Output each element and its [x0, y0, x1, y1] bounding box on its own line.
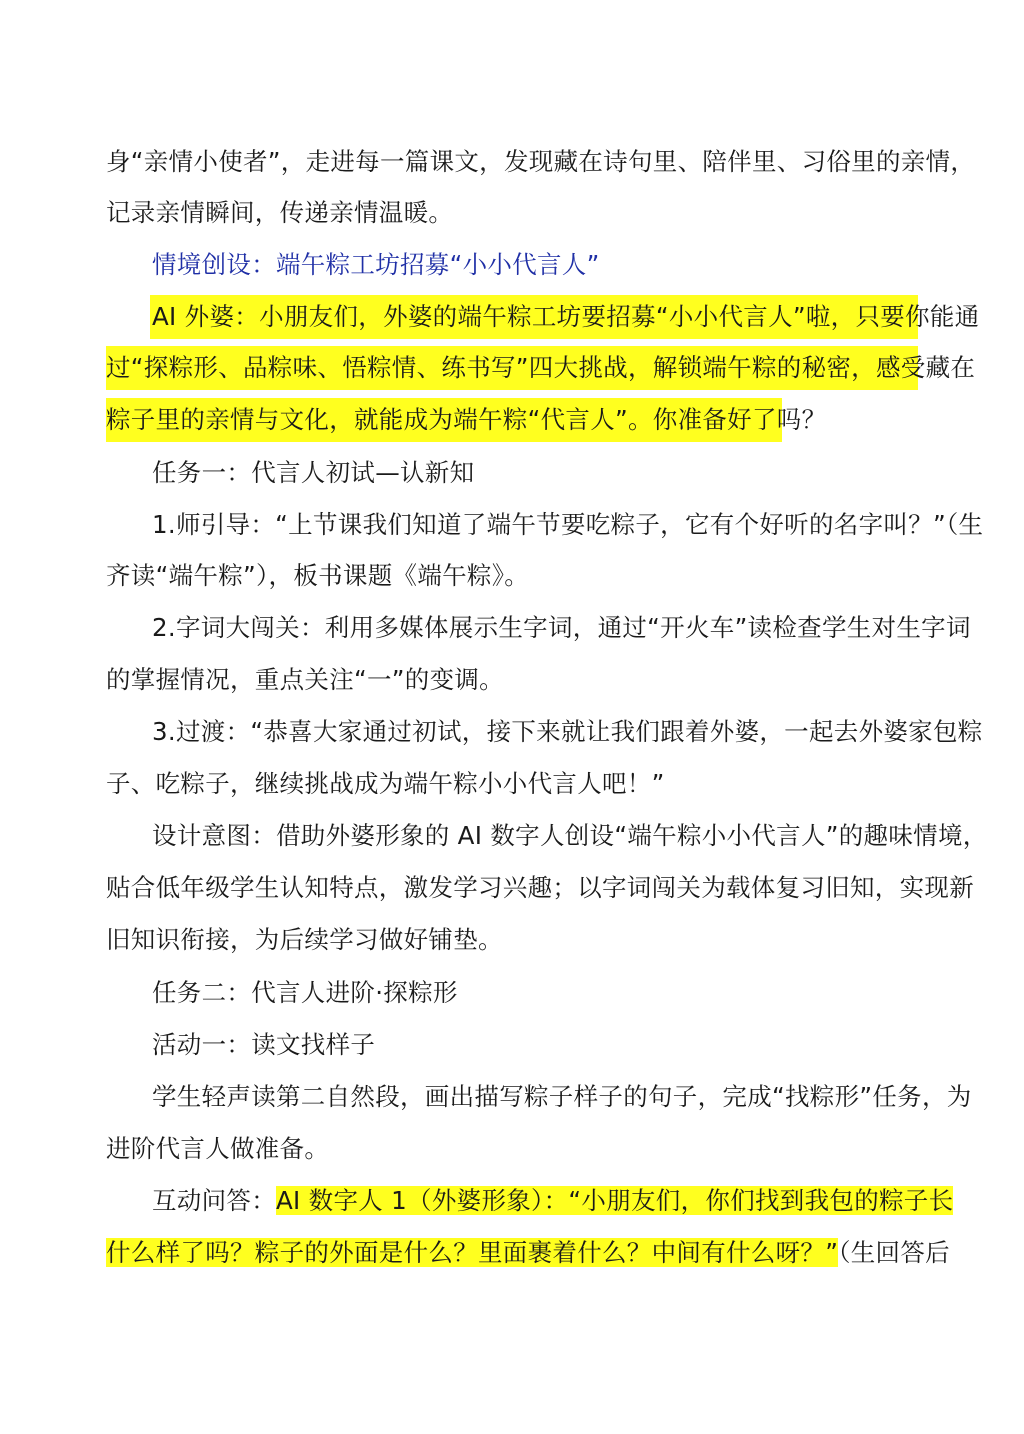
text-span: （生回答后 — [838, 1238, 950, 1267]
qa-line — [106, 1231, 950, 1275]
text-line: 身“亲情小使者”，走进每一篇课文，发现藏在诗句里、陪伴里、习俗里的亲情， — [106, 147, 976, 176]
text-line: 旧知识衔接，为后续学习做好铺垫。 — [106, 925, 503, 954]
qa-label: 互动问答： — [152, 1186, 276, 1215]
text-line: 子、吃粽子，继续挑战成为端午粽小小代言人吧！” — [106, 769, 665, 798]
highlighted-line: 过“探粽形、品粽味、悟粽情、练书写”四大挑战，解锁端午粽的秘密，感受藏在 — [106, 353, 976, 382]
text-line: 2.字词大闯关：利用多媒体展示生字词，通过“开火车”读检查学生对生字词 — [152, 613, 971, 642]
text-line: 3.过渡：“恭喜大家通过初试，接下来就让我们跟着外婆，一起去外婆家包粽 — [152, 717, 983, 746]
text-line: 1.师引导：“上节课我们知道了端午节要吃粽子，它有个好听的名字叫？”（生 — [152, 510, 984, 539]
activity-heading: 活动一：读文找样子 — [152, 1030, 376, 1059]
section-heading: 情境创设：端午粽工坊招募“小小代言人” — [152, 250, 600, 279]
text-line: 记录亲情瞬间，传递亲情温暖。 — [106, 198, 454, 227]
text-line: 的掌握情况，重点关注“一”的变调。 — [106, 665, 504, 694]
text-line: 齐读“端午粽”），板书课题《端午粽》。 — [106, 561, 530, 590]
task-heading: 任务二：代言人进阶·探粽形 — [152, 978, 458, 1007]
text-line: 进阶代言人做准备。 — [106, 1134, 330, 1163]
text-line: 学生轻声读第二自然段，画出描写粽子样子的句子，完成“找粽形”任务，为 — [152, 1082, 972, 1111]
highlighted-span: 什么样了吗？粽子的外面是什么？里面裹着什么？中间有什么呀？” — [106, 1238, 839, 1267]
text-line: 贴合低年级学生认知特点，激发学习兴趣；以字词闯关为载体复习旧知，实现新 — [106, 873, 974, 902]
qa-line — [152, 1179, 954, 1223]
task-heading: 任务一：代言人初试—认新知 — [152, 458, 475, 487]
highlighted-span: AI 数字人 1（外婆形象）：“小朋友们，你们找到我包的粽子长 — [276, 1186, 954, 1215]
highlighted-line: 粽子里的亲情与文化，就能成为端午粽“代言人”。你准备好了吗？ — [106, 405, 827, 434]
highlighted-line: AI 外婆：小朋友们，外婆的端午粽工坊要招募“小小代言人”啦，只要你能通 — [152, 302, 980, 331]
text-line: 设计意图：借助外婆形象的 AI 数字人创设“端午粽小小代言人”的趣味情境， — [152, 821, 988, 850]
